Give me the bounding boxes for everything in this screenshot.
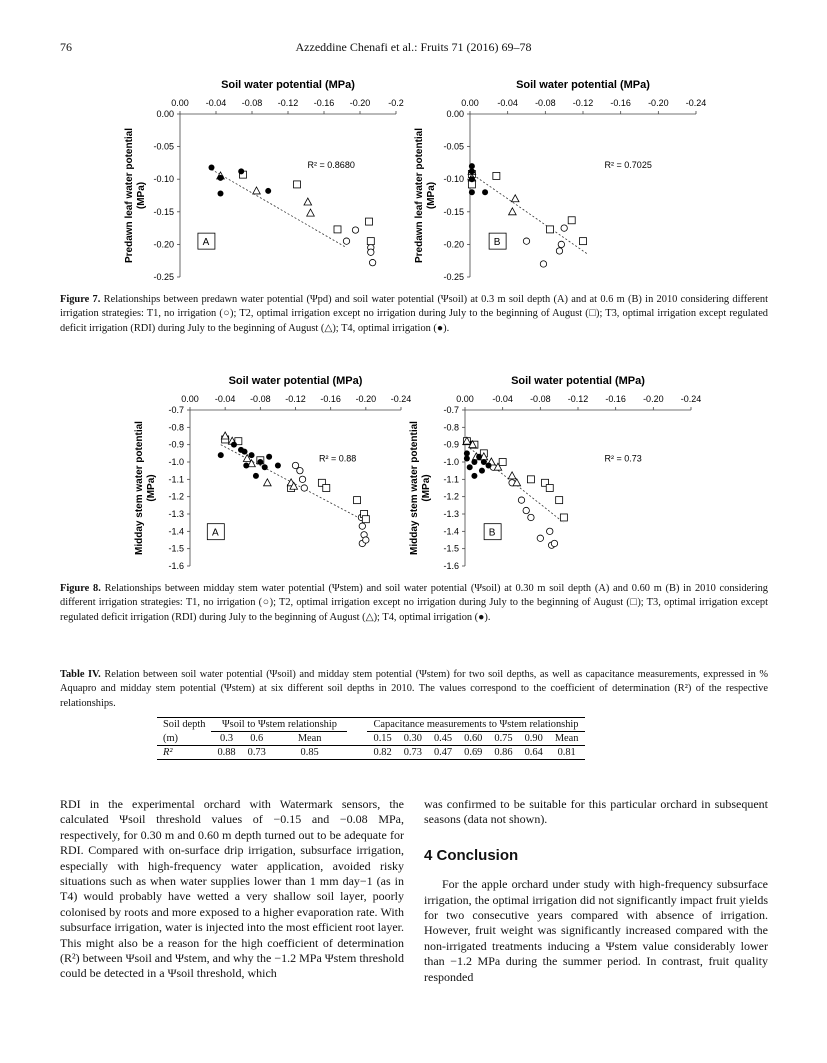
table4-value: 0.81 <box>549 746 585 760</box>
y-tick-label: -0.9 <box>168 439 184 450</box>
r2-label: R² = 0.8680 <box>307 159 355 170</box>
data-point-t4 <box>467 464 473 470</box>
x-tick-label: -0.08 <box>530 394 551 404</box>
table4-depth: 0.3 <box>211 732 241 746</box>
data-point-t2 <box>556 497 563 504</box>
data-point-t4 <box>209 164 215 170</box>
data-point-t3 <box>509 208 517 215</box>
data-point-t1 <box>523 507 529 513</box>
y-tick-label: -0.10 <box>153 174 174 185</box>
x-tick-label: -0.04 <box>205 98 227 108</box>
data-point-t2 <box>568 217 575 224</box>
data-point-t2 <box>527 476 534 483</box>
data-point-t2 <box>547 226 554 233</box>
body-right-column <box>424 797 768 985</box>
y-tick-label: -1.0 <box>443 457 459 467</box>
table4-depth: 0.15 <box>367 732 397 746</box>
figure8-caption <box>60 582 768 625</box>
y-tick-label: -0.15 <box>153 206 174 217</box>
data-point-t3 <box>511 195 519 202</box>
data-point-t4 <box>469 176 475 182</box>
y-tick-label: -0.20 <box>443 239 464 250</box>
data-point-t4 <box>243 462 249 468</box>
x-tick-label: -0.24 <box>680 394 702 404</box>
figure7-text: Relationships between predawn water potential (Ψpd) and soil water potential (Ψsoil) at 0.3 m soil depth (A) and at 0.6 m (B) in 2010 considering different irrigation strategies: T1, no irrigation (○); T2, optimal irrigation except no irrigation during July to the beginning of August (□); T3, optimal irrigation except regulated deficit irrigation (RDI) during July to the beginning of August (△); T4, optimal irrigation (●). <box>60 294 768 334</box>
y-tick-label: 0.00 <box>446 109 464 119</box>
data-point-t2 <box>560 514 567 521</box>
body-paragraph: was confirmed to be suitable for this particular orchard in subsequent seasons (data not shown). <box>424 797 768 827</box>
section-heading-conclusion: 4 Conclusion <box>424 846 519 864</box>
x-tick-label: 0.00 <box>461 98 479 108</box>
y-tick-label: -0.25 <box>153 272 174 282</box>
y-tick-label: -1.2 <box>443 491 459 502</box>
data-point-t1 <box>368 249 374 255</box>
data-point-t4 <box>464 450 470 456</box>
data-point-t4 <box>218 452 224 458</box>
y-tick-label: -0.10 <box>443 174 464 185</box>
data-point-t1 <box>343 238 349 244</box>
x-tick-label: 0.00 <box>181 394 199 404</box>
data-point-t1 <box>523 238 529 244</box>
body-paragraph: For the apple orchard under study with high-frequency subsurface irrigation, the optimal irrigation did not significantly impact fruit yields for two consecutive years compared with absence of irrigation. However, fruit weight was significantly increased compared with the non-irrigated treatments inducing a Ψstem value considerably lower than −1.2 MPa during the summer period. In contrast, fruit quality responded <box>424 877 768 984</box>
panel-label: A <box>202 237 210 249</box>
data-point-t1 <box>547 528 553 534</box>
data-point-t1 <box>352 227 358 233</box>
data-point-t4 <box>238 168 244 174</box>
data-point-t4 <box>249 452 255 458</box>
x-tick-label: -0.12 <box>567 394 589 404</box>
x-tick-label: -0.16 <box>313 98 335 108</box>
y-axis-label-line: Midday stem water potential <box>409 421 420 555</box>
data-point-t1 <box>301 485 307 491</box>
x-tick-label: -0.16 <box>610 98 631 108</box>
table4-value: 0.73 <box>242 746 272 760</box>
panel-label: A <box>211 527 219 539</box>
table4-depth: 0.6 <box>242 732 272 746</box>
x-tick-label: -0.2 <box>388 98 404 108</box>
table4-label: Table IV. <box>60 669 101 680</box>
data-point-t1 <box>540 261 546 267</box>
table4-depth: 0.30 <box>398 732 428 746</box>
table4-header-group2: Capacitance measurements to Ψstem relationship <box>367 718 584 732</box>
data-point-t1 <box>518 497 524 503</box>
trend-line <box>212 169 347 247</box>
data-point-t3 <box>508 472 516 479</box>
data-point-t4 <box>476 454 482 460</box>
y-tick-label: -0.20 <box>153 239 174 250</box>
y-tick-label: 0.00 <box>156 109 174 119</box>
data-point-t4 <box>265 188 271 194</box>
panel-label: B <box>493 237 501 249</box>
chart-title: Soil water potential (MPa) <box>511 375 645 387</box>
y-tick-label: -1.6 <box>443 561 459 571</box>
y-axis-label-line: Predawn leaf water potential <box>124 127 135 264</box>
x-tick-label: -0.20 <box>355 394 377 404</box>
table4-depth: 0.45 <box>428 732 458 746</box>
table4-depth: Mean <box>272 732 348 746</box>
data-point-t4 <box>469 163 475 169</box>
y-tick-label: -1.3 <box>443 509 459 519</box>
table4-value: 0.64 <box>519 746 549 760</box>
figure7-label: Figure 7. <box>60 294 101 305</box>
data-point-t1 <box>359 523 365 529</box>
y-axis-label-unit: (MPa) <box>426 181 437 210</box>
data-point-t2 <box>334 226 341 233</box>
table4-value: 0.82 <box>367 746 397 760</box>
data-point-t3 <box>221 432 229 439</box>
chart-title: Soil water potential (MPa) <box>516 79 650 91</box>
data-point-t1 <box>528 514 534 520</box>
x-tick-label: -0.16 <box>605 394 626 404</box>
x-tick-label: -0.20 <box>648 98 669 108</box>
data-point-t4 <box>253 473 259 479</box>
y-tick-label: -0.7 <box>443 405 459 415</box>
y-tick-label: -1.4 <box>443 526 459 537</box>
data-point-t1 <box>558 241 564 247</box>
table4-depth: 0.60 <box>458 732 488 746</box>
figure8-text: Relationships between midday stem water potential (Ψstem) and soil water potential (Ψsoil) at 0.30 m soil depth (A) and 0.60 m (B) in 2010 considering different irrigation strategies: T1, no irrigation (○); T2, optimal irrigation except no irrigation during July to the beginning of August (□); T3, optimal irrigation except regulated deficit irrigation (RDI) during July to the beginning of August (△); T4, optimal irrigation (●). <box>60 583 768 623</box>
y-tick-label: -0.05 <box>443 141 464 152</box>
table4-header-unit: (m) <box>157 732 211 746</box>
data-point-t4 <box>231 442 237 448</box>
data-point-t4 <box>469 189 475 195</box>
data-point-t2 <box>580 238 587 245</box>
y-axis-label-line: Midday stem water potential <box>134 421 145 555</box>
body-paragraph: RDI in the experimental orchard with Watermark sensors, the calculated Ψsoil threshold values of −0.15 and −0.08 MPa, respectively, for 0.30 m and 0.60 m depth turned out to be adequate for RDI. Compared with on-surface drip irrigation, subsurface irrigation, especially with high-frequency water application, avoided risky situations such as when water supplies lower than 1 mm day−1 (as in T4) would probably have wetted a very shallow soil layer, poorly colonised by roots and more exposed to a higher evaporation rate. With subsurface irrigation, water is injected into the most efficient root layer. This might also be a reason for the high coefficient of determination (R²) between Ψsoil and Ψstem, and why the −1.2 MPa Ψstem threshold could be detected in a Ψsoil threshold, which <box>60 797 404 981</box>
table4-value: 0.85 <box>272 746 348 760</box>
table4-value: 0.69 <box>458 746 488 760</box>
r2-label: R² = 0.7025 <box>604 159 652 170</box>
data-point-t4 <box>479 468 485 474</box>
y-axis-label <box>134 421 157 555</box>
table4-depth: Mean <box>549 732 585 746</box>
table4-caption-text: Relation between soil water potential (Ψsoil) and midday stem potential (Ψstem) for two soil depths, as well as capacitance measurements, expressed in % Aquapro and midday stem potential (Ψstem) at six different soil depths in 2010. The values correspond to the coefficient of determination (R²) of the respective relationships. <box>60 669 768 709</box>
data-point-t4 <box>275 462 281 468</box>
y-axis-label <box>409 421 432 555</box>
y-tick-label: -0.8 <box>443 422 459 433</box>
y-tick-label: -0.15 <box>443 206 464 217</box>
running-head: Azzeddine Chenafi et al.: Fruits 71 (2016) 69–78 <box>295 40 532 54</box>
data-point-t3 <box>264 479 272 486</box>
data-point-t2 <box>493 172 500 179</box>
data-point-t1 <box>556 248 562 254</box>
table4-value: 0.47 <box>428 746 458 760</box>
x-tick-label: -0.12 <box>277 98 299 108</box>
r2-label: R² = 0.73 <box>604 453 642 464</box>
x-tick-label: -0.20 <box>643 394 664 404</box>
page-number: 76 <box>60 40 72 54</box>
data-point-t2 <box>354 497 361 504</box>
panel-label: B <box>488 527 496 539</box>
data-point-t2 <box>323 485 330 492</box>
data-point-t1 <box>561 225 567 231</box>
data-point-t4 <box>266 454 272 460</box>
x-tick-label: -0.16 <box>320 394 341 404</box>
data-point-t4 <box>218 175 224 181</box>
y-axis-label-unit: (MPa) <box>136 181 147 210</box>
data-point-t4 <box>218 191 224 197</box>
x-tick-label: -0.12 <box>572 98 594 108</box>
table4-depth: 0.75 <box>488 732 518 746</box>
chart-title: Soil water potential (MPa) <box>221 79 355 91</box>
data-point-t4 <box>242 449 248 455</box>
data-point-t1 <box>551 540 557 546</box>
figure7-caption <box>60 293 768 336</box>
chart-title: Soil water potential (MPa) <box>228 375 363 387</box>
data-point-t2 <box>546 485 553 492</box>
data-point-t3 <box>253 187 261 194</box>
y-tick-label: -1.3 <box>168 509 184 519</box>
y-tick-label: -1.6 <box>168 561 184 571</box>
x-tick-label: -0.04 <box>492 394 513 404</box>
y-tick-label: -0.8 <box>168 422 184 433</box>
data-point-t1 <box>369 259 375 265</box>
table4-depth: 0.90 <box>519 732 549 746</box>
y-axis-label-line: Predawn leaf water potential <box>414 127 425 264</box>
x-tick-label: -0.08 <box>250 394 271 404</box>
y-tick-label: -0.25 <box>443 272 464 282</box>
y-tick-label: -1.4 <box>168 526 184 537</box>
chart-fig8b <box>405 368 705 576</box>
table4-caption <box>60 668 768 711</box>
y-tick-label: -0.7 <box>168 405 184 415</box>
y-axis-label <box>124 128 147 263</box>
data-point-t4 <box>469 168 475 174</box>
data-point-t2 <box>362 516 369 523</box>
y-tick-label: -1.5 <box>168 543 184 554</box>
data-point-t3 <box>304 198 312 205</box>
data-point-t3 <box>307 209 315 216</box>
x-tick-label: 0.00 <box>456 394 474 404</box>
data-point-t4 <box>471 459 477 465</box>
y-tick-label: -1.0 <box>168 457 184 467</box>
y-tick-label: -1.1 <box>443 474 459 485</box>
x-tick-label: 0.00 <box>171 98 189 108</box>
table4-value: 0.73 <box>398 746 428 760</box>
table4-header-soil-depth: Soil depth <box>157 718 211 732</box>
y-axis-label <box>414 128 437 263</box>
y-tick-label: -0.9 <box>443 439 459 450</box>
table4-header-group1: Ψsoil to Ψstem relationship <box>211 718 347 732</box>
data-point-t4 <box>486 462 492 468</box>
chart-fig7a <box>120 72 410 287</box>
x-tick-label: -0.04 <box>497 98 518 108</box>
data-point-t1 <box>299 476 305 482</box>
table4-value: 0.86 <box>488 746 518 760</box>
r2-label: R² = 0.88 <box>319 453 357 464</box>
y-tick-label: -1.1 <box>168 474 184 485</box>
x-tick-label: -0.08 <box>535 98 556 108</box>
y-axis-label-unit: (MPa) <box>146 474 157 502</box>
data-point-t1 <box>537 535 543 541</box>
x-tick-label: -0.04 <box>214 394 236 404</box>
data-point-t2 <box>367 238 374 245</box>
chart-fig8a <box>130 368 415 576</box>
y-tick-label: -1.5 <box>443 543 459 554</box>
table4-row-label: R² <box>157 746 211 760</box>
data-point-t2 <box>366 218 373 225</box>
x-tick-label: -0.12 <box>285 394 306 404</box>
body-left-column <box>60 797 404 982</box>
data-point-t2 <box>499 459 506 466</box>
data-point-t4 <box>464 456 470 462</box>
chart-fig7b <box>410 72 710 287</box>
table4 <box>157 717 585 760</box>
data-point-t2 <box>294 181 301 188</box>
x-tick-label: -0.20 <box>349 98 371 108</box>
data-point-t4 <box>257 459 263 465</box>
table4-value: 0.88 <box>211 746 241 760</box>
data-point-t4 <box>262 464 268 470</box>
y-axis-label-unit: (MPa) <box>421 474 432 502</box>
data-point-t1 <box>297 467 303 473</box>
figure8-label: Figure 8. <box>60 583 101 594</box>
data-point-t1 <box>292 462 298 468</box>
x-tick-label: -0.24 <box>685 98 707 108</box>
data-point-t1 <box>363 537 369 543</box>
x-tick-label: -0.08 <box>241 98 263 108</box>
x-tick-label: -0.24 <box>390 394 412 404</box>
y-tick-label: -0.05 <box>153 141 174 152</box>
data-point-t4 <box>482 189 488 195</box>
y-tick-label: -1.2 <box>168 491 184 502</box>
data-point-t4 <box>471 473 477 479</box>
